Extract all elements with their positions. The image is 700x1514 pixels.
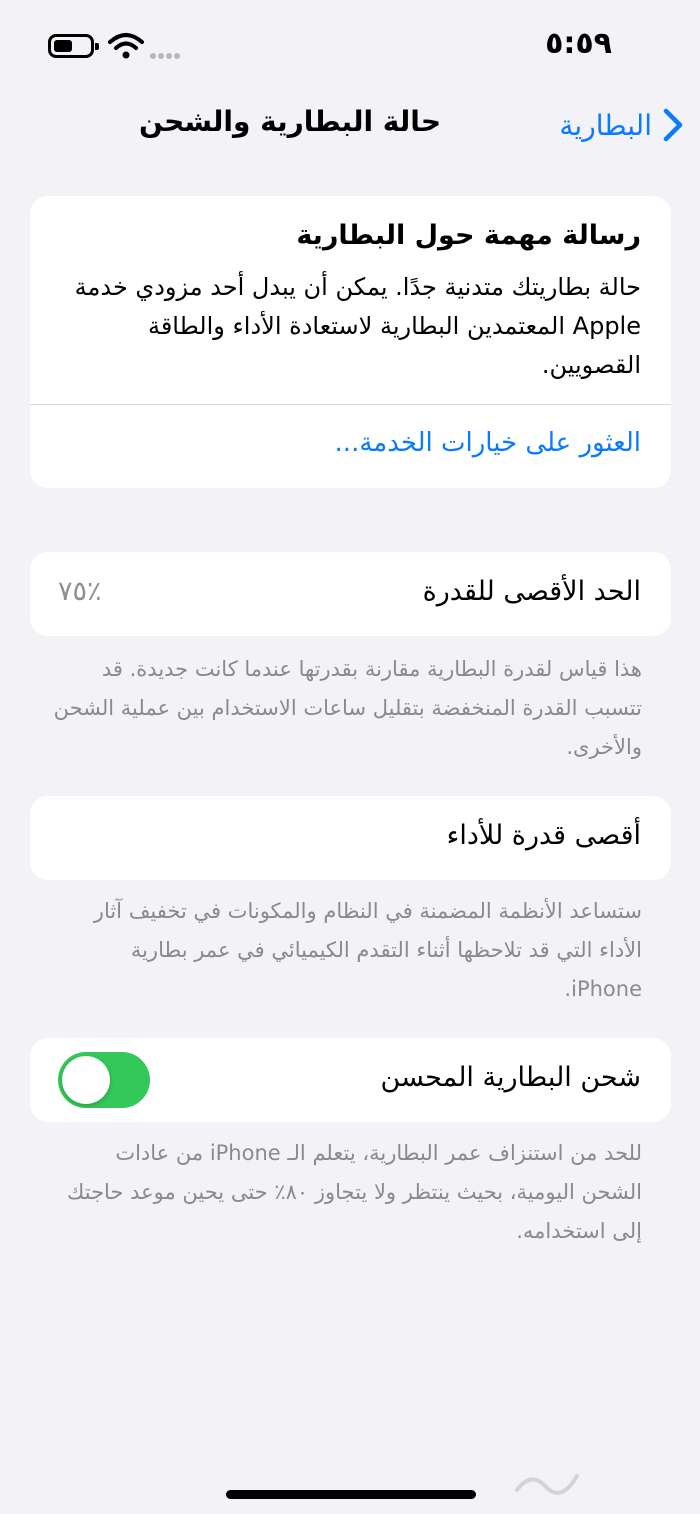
home-indicator <box>226 1490 476 1499</box>
watermark-logo <box>512 1462 582 1502</box>
message-body: حالة بطاريتك متدنية جدًا. يمكن أن يبدل أحد مزودي خدمة Apple المعتمدين البطارية لاستعادة الأداء والطاقة القصويين. <box>74 273 641 379</box>
peak-performance-footnote: ستساعد الأنظمة المضمنة في النظام والمكونات في تخفيف آثار الأداء التي قد تلاحظها أثناء التقدم الكيميائي في عمر بطارية iPhone. <box>93 899 642 1001</box>
find-service-options-link[interactable]: العثور على خيارات الخدمة... <box>334 428 641 458</box>
maximum-capacity-value: ٪٧٥ <box>58 576 102 607</box>
peak-performance-row <box>30 796 671 880</box>
wifi-icon <box>108 32 144 60</box>
maximum-capacity-row <box>30 552 671 636</box>
optimized-charging-row <box>30 1038 671 1122</box>
optimized-charging-footnote: للحد من استنزاف عمر البطارية، يتعلم الـ iPhone من عادات الشحن اليومية، بحيث ينتظر ولا يتجاوز ٨٠٪ حتى يحين موعد حاجتك إلى استخدامه. <box>67 1141 642 1243</box>
maximum-capacity-footnote: هذا قياس لقدرة البطارية مقارنة بقدرتها عندما كانت جديدة. قد تتسبب القدرة المنخفضة بتقليل ساعات الاستخدام بين عملية الشحن والأخرى. <box>53 657 642 759</box>
optimized-charging-label: شحن البطارية المحسن <box>380 1062 641 1093</box>
toggle-knob <box>62 1056 110 1104</box>
peak-performance-label: أقصى قدرة للأداء <box>446 820 641 851</box>
divider <box>30 404 671 405</box>
battery-message-card <box>30 196 671 488</box>
back-label: البطارية <box>559 108 652 142</box>
navigation-bar <box>0 95 700 155</box>
message-title: رسالة مهمة حول البطارية <box>296 220 641 251</box>
page-title: حالة البطارية والشحن <box>138 105 441 138</box>
status-bar <box>0 0 700 90</box>
status-time: ٥:٥٩ <box>545 26 612 61</box>
optimized-charging-toggle[interactable] <box>58 1052 150 1108</box>
battery-icon <box>48 34 94 58</box>
signal-icon <box>150 44 190 54</box>
maximum-capacity-label: الحد الأقصى للقدرة <box>422 576 641 607</box>
